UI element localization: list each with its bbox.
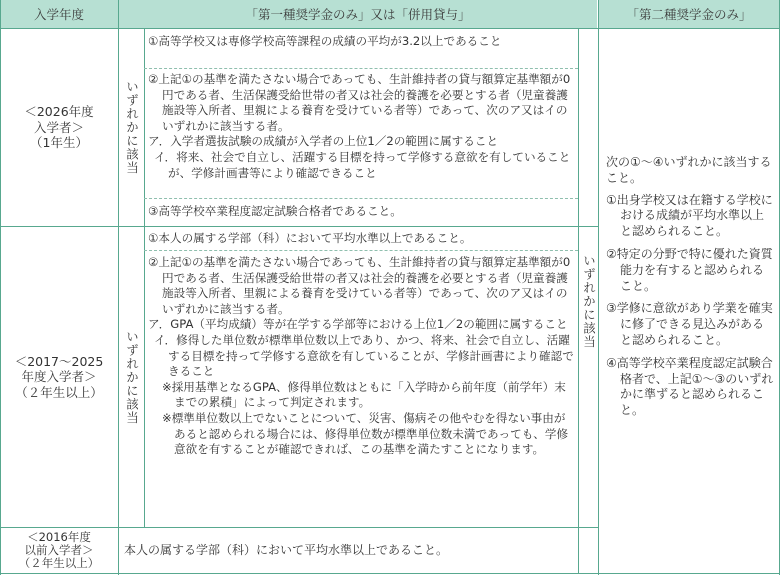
either-cell xyxy=(119,29,144,226)
criterion-average: ①本人の属する学部（科）において平均水準以上であること。 xyxy=(148,231,472,245)
note-gpa: ※採用基準となるGPA、修得単位数はともに「入学時から前年度（前学年）末までの累積」によって判定されます。 xyxy=(162,379,566,410)
year-cell-2026 xyxy=(0,29,118,226)
criterion-average: 本人の属する学部（科）において平均水準以上であること。 xyxy=(124,542,449,557)
criteria-2016 xyxy=(124,528,574,573)
header-first-type: 「第一種奨学金のみ」又は「併用貸与」 xyxy=(119,0,597,28)
either-label: いずれかに該当 xyxy=(124,329,140,425)
criterion-low-income: ②上記①の基準を満たさない場合であっても、生計維持者の貸与額算定基準額が0円である者、生活保護受給世帯の者又は社会的養護を必要とする者（児童養護施設等入所者、里親による養育を受けている者等）であって、次のア又はイのいずれかに該当する者。 xyxy=(148,255,571,316)
criteria-1 xyxy=(148,34,576,50)
second-item-2: ②特定の分野で特に優れた資質能力を有すると認められること。 xyxy=(606,246,773,293)
criterion-low-income: ②上記①の基準を満たさない場合であっても、生計維持者の貸与額算定基準額が0円である者、生活保護受給世帯の者又は社会的養護を必要とする者（児童養護施設等入所者、里親による養育を受けている者等）であって、次のア又はイのいずれかに該当する者。 xyxy=(148,72,571,133)
second-intro: 次の①〜④いずれかに該当すること。 xyxy=(606,155,772,185)
header-second-type: 「第二種奨学金のみ」 xyxy=(598,0,780,28)
either-cell-second xyxy=(579,29,598,573)
either-label: いずれかに該当 xyxy=(124,80,140,175)
second-item-3: ③学修に意欲があり学業を確実に修了できる見込みがあると認められること。 xyxy=(606,301,773,347)
criterion-i: イ．将来、社会で自立し、活躍する目標を持って学修する意欲を有していることが、学修計画書等により確認できること xyxy=(154,149,571,180)
year-label: （1年生） xyxy=(30,135,88,151)
year-label: 以前入学者＞ xyxy=(24,543,94,557)
criteria-2 xyxy=(148,72,576,181)
year-cell-2017-2025 xyxy=(0,227,118,527)
year-label: （２年生以上） xyxy=(15,384,103,400)
note-standard-credits: ※標準単位数以上でないことについて、災害、傷病その他やむを得ない事由があると認められる場合には、修得単位数が標準単位数未満であっても、学修意欲を有することが確認できれば、この基準を満たすことになります。 xyxy=(162,410,569,457)
criterion-grade: ①高等学校又は専修学校高等課程の成績の平均が3.2以上であること xyxy=(148,34,502,48)
year-label: 年度入学者＞ xyxy=(21,369,97,385)
header-year: 入学年度 xyxy=(0,0,118,28)
year-label: ＜2026年度 xyxy=(24,104,94,120)
year-label: 入学者＞ xyxy=(33,119,84,135)
year-label: ＜2017〜2025 xyxy=(14,353,104,369)
criterion-a: ア．GPA（平均成績）等が在学する学部等における上位1／2の範囲に属すること xyxy=(148,317,568,332)
grid-line xyxy=(144,28,145,527)
dashed-divider xyxy=(144,68,578,69)
criterion-i: イ．修得した単位数が標準単位数以上であり、かつ、将来、社会で自立し、活躍する目標を持って学修する意欲を有していることが、学修計画書により確認できること xyxy=(154,332,574,379)
criteria-1 xyxy=(148,231,576,247)
grid-line xyxy=(0,573,780,574)
second-type-criteria xyxy=(606,155,774,419)
either-label: いずれかに該当 xyxy=(581,253,597,349)
year-label: ＜2016年度 xyxy=(27,530,91,544)
dashed-divider xyxy=(144,250,578,251)
second-item-4: ④高等学校卒業程度認定試験合格者で、上記①〜③のいずれかに準ずると認められること。 xyxy=(606,355,774,418)
year-label: （２年生以上） xyxy=(18,556,100,570)
either-cell xyxy=(119,227,144,527)
second-item-1: ①出身学校又は在籍する学校における成績が平均水準以上と認められること。 xyxy=(606,192,773,239)
criterion-exam: ③高等学校卒業程度認定試験合格者であること。 xyxy=(148,204,402,218)
criteria-3 xyxy=(148,204,576,220)
year-cell-2016 xyxy=(0,528,118,573)
dashed-divider xyxy=(144,198,578,199)
criterion-a: ア．入学者選抜試験の成績が入学者の上位1／2の範囲に属すること xyxy=(148,134,499,149)
criteria-2 xyxy=(148,255,576,458)
grid-line xyxy=(598,0,599,575)
